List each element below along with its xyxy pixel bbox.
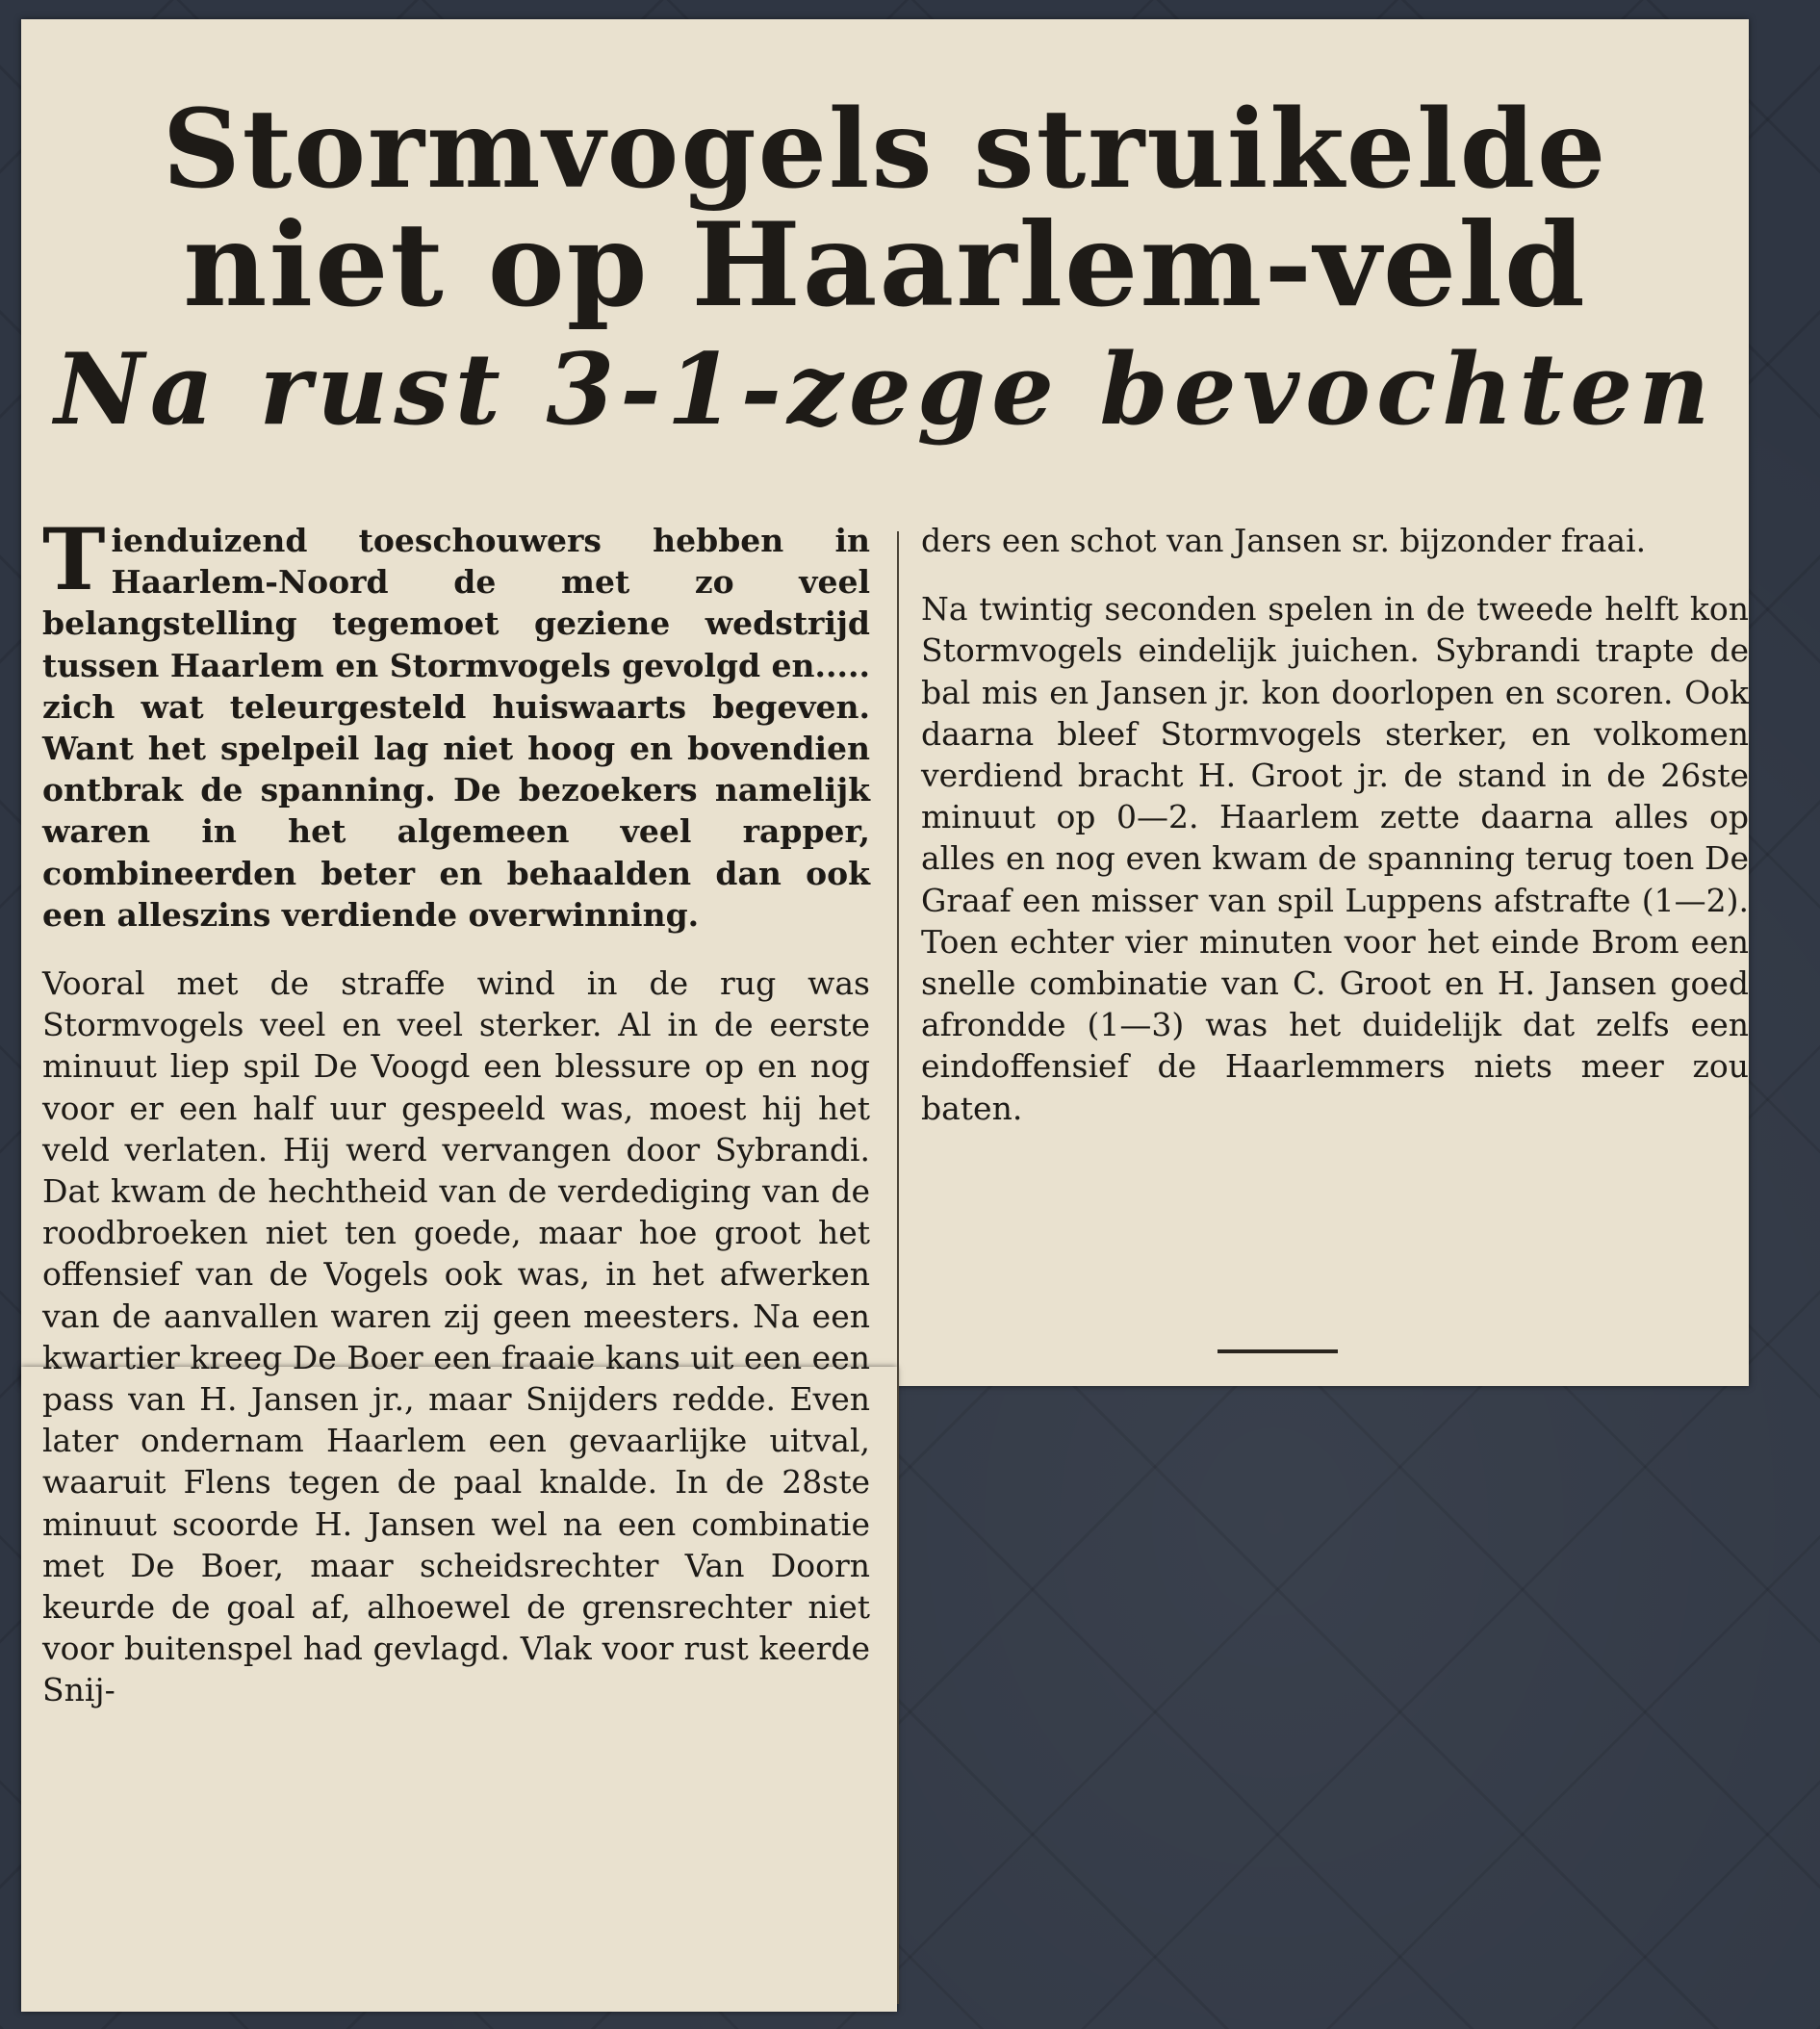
paragraph-continuation: ders een schot van Jansen sr. bijzonder fraai. <box>921 522 1647 559</box>
paragraph-first-half: Vooral met de straffe wind in de rug was Stormvogels veel en veel sterker. Al in de eerste minuut liep spil De Voogd een blessure op en nog voor er een half uur gespeeld was, moest hij het veld verlaten. Hij werd vervangen door Sybrandi. Dat kwam de hechtheid van de verdediging van de roodbroeken niet ten goede, maar hoe groot het offensief van de Vogels ook was, in het afwerken van de aanvallen waren zij geen meesters. Na een kwartier kreeg De Boer een fraaie kans uit een een pass van H. Jansen jr., maar Snijders redde. Even later ondernam Haarlem een gevaarlijke uitval, waaruit Flens tegen de paal knalde. In de 28ste minuut scoorde H. Jansen wel na een combinatie met De Boer, maar scheidsrechter Van Doorn keurde de goal af, alhoewel de grensrechter niet voor buitenspel had gevlagd. Vlak voor rust keerde Snij- <box>42 964 870 1709</box>
headline-subtitle: Na rust 3-1-zege bevochten <box>54 332 1716 448</box>
article-column-left <box>42 509 870 1711</box>
paragraph-second-half: Na twintig seconden spelen in de tweede helft kon Stormvogels eindelijk juichen. Sybrandi trapte de bal mis en Jansen jr. kon doorlopen en scoren. Ook daarna bleef Stormvogels sterker, en volkomen verdiend bracht H. Groot jr. de stand in de 26ste minuut op 0—2. Haarlem zette daarna alles op alles en nog even kwam de spanning terug toen De Graaf een misser van spil Luppens afstrafte (1—2). Toen echter vier minuten voor het einde Brom een snelle combinatie van C. Groot en H. Jansen goed afrondde (1—3) was het duidelijk dat zelfs een eindoffensief de Haarlemmers niets meer zou baten. <box>921 590 1749 1127</box>
intro-text: ienduizend toeschouwers hebben in Haarlem-Noord de met zo veel belangstelling tegemoet geziene wedstrijd tussen Haarlem en Stormvogels gevolgd en..... zich wat teleurgesteld huiswaarts begeven. Want het spelpeil lag niet hoog en bovendien ontbrak de spanning. De bezoekers namelijk waren in het algemeen veel rapper, combineerden beter en behaalden dan ook een alleszins verdiende overwinning. <box>42 522 870 934</box>
drop-cap: T <box>42 509 106 609</box>
headline-line-1: Stormvogels struikelde <box>162 87 1608 213</box>
end-rule <box>1218 1349 1338 1353</box>
headline-line-2: niet op Haarlem-veld <box>183 197 1587 333</box>
column-divider <box>897 531 899 2004</box>
article-column-right <box>921 520 1749 1129</box>
intro-paragraph <box>42 509 870 936</box>
